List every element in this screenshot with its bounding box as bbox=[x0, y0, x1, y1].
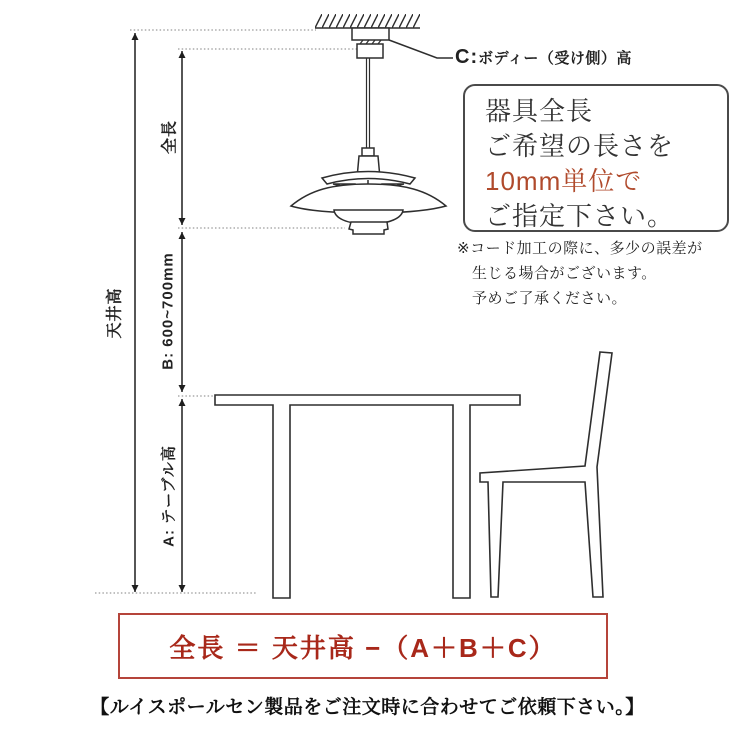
caution-note bbox=[457, 236, 732, 311]
dining-table bbox=[215, 395, 520, 598]
label-fixture-length: 全長 bbox=[161, 119, 179, 155]
pendant-lamp bbox=[291, 148, 446, 234]
label-ceiling-height: 天井高 bbox=[106, 287, 124, 339]
ceiling bbox=[315, 14, 420, 40]
lamp-main-shade bbox=[291, 184, 446, 213]
label-dim-b: B: 600~700mm bbox=[159, 252, 177, 370]
instruction-line-2: ご希望の長さを bbox=[485, 131, 675, 161]
note-line-1: ※コード加工の際に、多少の誤差が bbox=[457, 240, 703, 257]
bottom-caption: 【ルイスポールセン製品をご注文時に合わせてご依頼下さい。】 bbox=[90, 697, 645, 718]
length-instruction-box bbox=[463, 84, 729, 232]
ceiling-hatch bbox=[315, 14, 420, 28]
lamp-bottom-diffuser bbox=[349, 222, 388, 234]
label-dim-c-text: ボディー（受け側）高 bbox=[478, 50, 632, 67]
label-dim-c-prefix: C: bbox=[455, 46, 479, 68]
label-dim-a: A: テーブル高 bbox=[160, 445, 178, 547]
c-leader-line bbox=[389, 40, 453, 58]
ceiling-mount-body bbox=[352, 28, 389, 40]
formula-box bbox=[118, 613, 608, 679]
note-line-3: 予めご了承ください。 bbox=[472, 290, 628, 307]
dining-chair bbox=[480, 352, 612, 597]
instruction-line-3-highlight: 10mm単位で bbox=[485, 166, 643, 196]
instruction-line-4: ご指定下さい。 bbox=[485, 201, 675, 231]
instruction-line-1: 器具全長 bbox=[485, 96, 594, 126]
lamp-neck bbox=[362, 148, 374, 156]
formula-text: 全長 ＝ 天井高 −（A＋B＋C） bbox=[169, 632, 557, 663]
canopy-and-cord bbox=[357, 40, 383, 156]
canopy-body bbox=[357, 44, 383, 58]
label-dim-c bbox=[455, 46, 632, 69]
note-line-2: 生じる場合がございます。 bbox=[472, 265, 657, 282]
